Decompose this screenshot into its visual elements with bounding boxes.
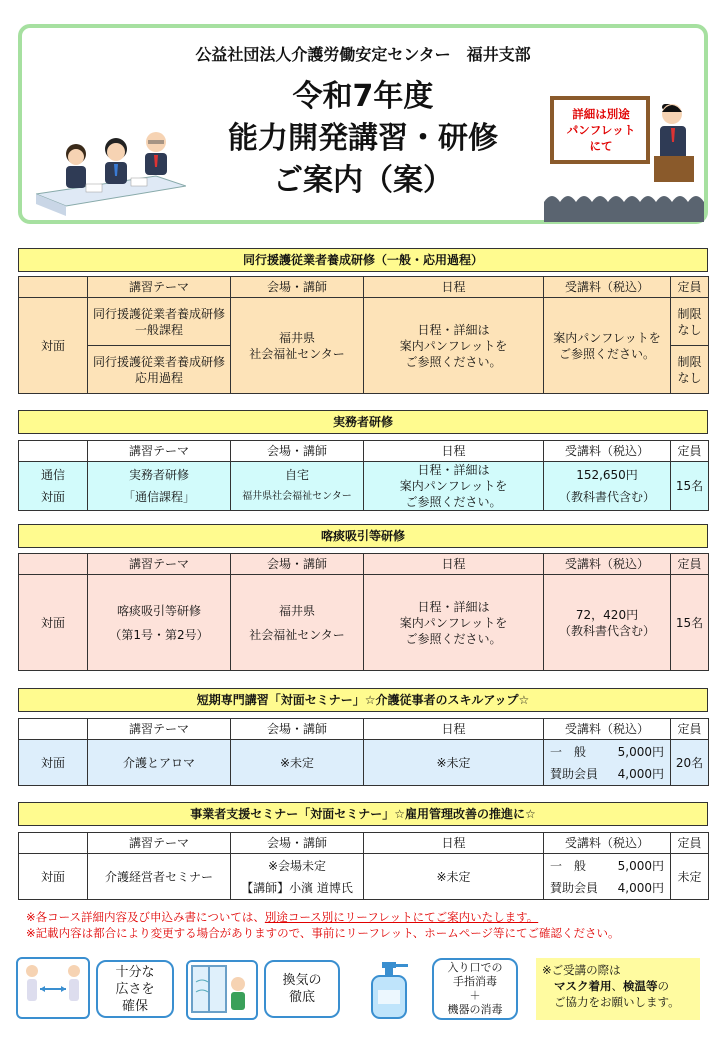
header-capacity: 定員	[671, 441, 709, 462]
schedule-line: ご参照ください。	[405, 354, 502, 369]
section-title-jitsumusha: 実務者研修	[18, 410, 708, 434]
section-title-tanki: 短期専門講習「対面セミナー」☆介護従事者のスキルアップ☆	[18, 688, 708, 712]
theme-cell	[88, 575, 231, 671]
section-table-douko	[18, 276, 709, 394]
schedule-cell	[364, 575, 544, 671]
header-fee: 受講料（税込）	[544, 441, 671, 462]
mask-emphasis: マスク着用	[554, 979, 612, 993]
board-text-line: パンフレット	[566, 123, 636, 137]
capacity-cell	[671, 346, 709, 394]
fee-value: 4,000円	[617, 880, 664, 895]
vent-line: 徹底	[288, 990, 315, 1005]
theme-cell: 介護経営者セミナー	[88, 854, 231, 900]
capacity-cell	[671, 298, 709, 346]
section-table-kakutan	[18, 553, 709, 671]
fee-cell	[544, 854, 671, 900]
header-venue: 会場・講師	[231, 441, 364, 462]
fee-row-member	[546, 763, 668, 785]
fee-line: ご参照ください。	[558, 346, 655, 361]
board-text	[560, 106, 642, 154]
header-theme: 講習テーマ	[88, 277, 231, 298]
sanitize-label	[432, 958, 518, 1020]
title-line-year: 令和7年度	[292, 79, 434, 114]
capacity-cell: 15名	[671, 462, 709, 511]
distance-line: 確保	[121, 998, 148, 1014]
theme-line: 「通信課程」	[122, 490, 195, 504]
mask-line: ご協力をお願いします。	[554, 995, 680, 1009]
venue-line: 社会福祉センター	[249, 346, 345, 361]
header-theme: 講習テーマ	[88, 554, 231, 575]
capacity-cell: 20名	[671, 740, 709, 786]
mask-suffix: の	[657, 979, 669, 993]
theme-line: 応用過程	[134, 370, 183, 385]
header-venue: 会場・講師	[231, 554, 364, 575]
distance-line: 広さを	[115, 981, 155, 997]
capacity-cell: 未定	[671, 854, 709, 900]
distance-line: 十分な	[115, 964, 155, 980]
format-line: 通信	[40, 468, 65, 482]
venue-line: ※会場未定	[267, 858, 327, 873]
header-format	[19, 277, 88, 298]
header-schedule: 日程	[364, 833, 544, 854]
ventilation-label	[264, 960, 340, 1018]
section-table-tanki	[18, 718, 709, 786]
mask-request-note	[536, 958, 700, 1020]
theme-cell	[88, 298, 231, 346]
venue-line: 【講師】小濱 道博氏	[241, 880, 353, 895]
header-theme: 講習テーマ	[88, 441, 231, 462]
theme-cell	[88, 462, 231, 511]
fee-cell	[544, 575, 671, 671]
seminar-attendees-illustration	[36, 124, 186, 222]
venue-cell	[231, 298, 364, 394]
ventilation-icon	[188, 962, 256, 1018]
venue-cell	[231, 854, 364, 900]
schedule-line: 日程・詳細は	[417, 322, 490, 337]
theme-line: 一般課程	[134, 322, 183, 337]
fee-label: 賛助会員	[550, 880, 599, 895]
header-venue: 会場・講師	[231, 719, 364, 740]
venue-cell	[231, 462, 364, 511]
social-distance-picture	[16, 957, 90, 1019]
notes	[26, 909, 620, 941]
schedule-cell	[364, 462, 544, 511]
header-venue: 会場・講師	[231, 833, 364, 854]
header-schedule: 日程	[364, 277, 544, 298]
fee-row-member	[546, 877, 668, 899]
sanitizer-bottle-icon	[352, 960, 426, 1020]
venue-line: 自宅	[284, 468, 309, 482]
venue-line: 福井県	[278, 330, 315, 345]
lecturer-illustration	[544, 94, 706, 222]
theme-cell: 介護とアロマ	[88, 740, 231, 786]
fee-label: 賛助会員	[550, 766, 599, 781]
header-schedule: 日程	[364, 554, 544, 575]
venue-cell	[231, 575, 364, 671]
social-distance-icon	[18, 959, 88, 1017]
venue-line: 福井県社会福祉センター	[242, 491, 352, 502]
fee-value: 4,000円	[617, 766, 664, 781]
header-capacity: 定員	[671, 719, 709, 740]
section-title-douko: 同行援護従業者養成研修（一般・応用過程）	[18, 248, 708, 272]
schedule-line: ご参照ください。	[405, 495, 502, 509]
fee-row-general	[546, 741, 668, 763]
theme-line: 実務者研修	[128, 468, 189, 482]
mask-line	[542, 978, 694, 994]
board-text-line: にて	[589, 139, 613, 153]
theme-line: 喀痰吸引等研修	[116, 603, 201, 618]
capacity-cell: 15名	[671, 575, 709, 671]
mask-line: ※ご受講の際は	[542, 963, 621, 977]
format-cell	[19, 462, 88, 511]
header-theme: 講習テーマ	[88, 719, 231, 740]
mask-sep: 、	[611, 979, 623, 993]
header-banner	[18, 24, 708, 224]
section-table-jitsumusha	[18, 440, 709, 511]
header-fee: 受講料（税込）	[544, 554, 671, 575]
note-text: ※各コース詳細内容及び申込み書については、	[26, 910, 265, 924]
theme-line: （第1号・第2号）	[109, 627, 209, 642]
format-cell: 対面	[19, 298, 88, 394]
format-line: 対面	[40, 490, 65, 504]
schedule-cell: ※未定	[364, 854, 544, 900]
header-format	[19, 833, 88, 854]
theme-cell	[88, 346, 231, 394]
fee-label: 一 般	[550, 858, 587, 873]
header-fee: 受講料（税込）	[544, 833, 671, 854]
capacity-line: 制限	[677, 306, 702, 321]
format-cell: 対面	[19, 854, 88, 900]
header-schedule: 日程	[364, 719, 544, 740]
fee-value: 5,000円	[617, 858, 664, 873]
header-venue: 会場・講師	[231, 277, 364, 298]
schedule-line: ご参照ください。	[405, 631, 502, 646]
header-capacity: 定員	[671, 554, 709, 575]
venue-line: 社会福祉センター	[249, 627, 345, 642]
header-fee: 受講料（税込）	[544, 719, 671, 740]
fee-line: 72，420円	[575, 607, 639, 622]
fee-value: 5,000円	[617, 744, 664, 759]
theme-line: 同行援護従業者養成研修	[92, 306, 225, 321]
title-line-main: 能力開発講習・研修	[228, 121, 498, 156]
distance-label	[96, 960, 174, 1018]
capacity-line: 制限	[677, 354, 702, 369]
section-title-jigyousha: 事業者支援セミナー「対面セミナー」☆雇用管理改善の推進に☆	[18, 802, 708, 826]
fee-row-general	[546, 855, 668, 877]
organization-name: 公益社団法人介護労働安定センター 福井支部	[195, 45, 531, 64]
section-table-jigyousha	[18, 832, 709, 900]
fee-cell	[544, 462, 671, 511]
header-theme: 講習テーマ	[88, 833, 231, 854]
fee-label: 一 般	[550, 744, 587, 759]
ventilation-picture	[186, 960, 258, 1020]
schedule-line: 案内パンフレットを	[399, 479, 508, 493]
vent-line: 換気の	[282, 973, 322, 988]
header-schedule: 日程	[364, 441, 544, 462]
fee-cell	[544, 298, 671, 394]
venue-cell: ※未定	[231, 740, 364, 786]
schedule-line: 案内パンフレットを	[399, 615, 508, 630]
sanitizer-picture	[352, 960, 426, 1020]
schedule-line: 日程・詳細は	[417, 463, 490, 477]
fee-cell	[544, 740, 671, 786]
fee-line: （教科書代含む）	[558, 623, 655, 638]
sanitize-line: ＋	[469, 989, 481, 1002]
fee-line: 152,650円	[576, 468, 638, 482]
header-format	[19, 719, 88, 740]
schedule-cell	[364, 298, 544, 394]
schedule-line: 案内パンフレットを	[399, 338, 508, 353]
fee-line: 案内パンフレットを	[553, 330, 661, 345]
note-underlined-text: 別途コース別にリーフレットにてご案内いたします。	[264, 910, 539, 924]
capacity-line: なし	[677, 322, 702, 337]
sanitize-line: 手指消毒	[453, 975, 497, 988]
title-line-guide: ご案内（案）	[273, 163, 453, 198]
header-format	[19, 554, 88, 575]
theme-line: 同行援護従業者養成研修	[92, 354, 225, 369]
sanitize-line: 機器の消毒	[447, 1003, 503, 1016]
header-capacity: 定員	[671, 833, 709, 854]
section-title-kakutan: 喀痰吸引等研修	[18, 524, 708, 548]
header-format	[19, 441, 88, 462]
schedule-cell: ※未定	[364, 740, 544, 786]
note-line	[26, 909, 620, 925]
format-cell: 対面	[19, 740, 88, 786]
sanitize-line: 入り口での	[447, 961, 503, 974]
venue-line: 福井県	[278, 603, 315, 618]
board-text-line: 詳細は別途	[572, 107, 630, 121]
note-line: ※記載内容は都合により変更する場合がありますので、事前にリーフレット、ホームページ等にてご確認ください。	[26, 926, 620, 940]
header-capacity: 定員	[671, 277, 709, 298]
mask-emphasis: 検温等	[623, 979, 658, 993]
format-cell: 対面	[19, 575, 88, 671]
header-fee: 受講料（税込）	[544, 277, 671, 298]
schedule-line: 日程・詳細は	[417, 599, 490, 614]
capacity-line: なし	[677, 370, 702, 385]
fee-line: （教科書代含む）	[558, 490, 655, 504]
